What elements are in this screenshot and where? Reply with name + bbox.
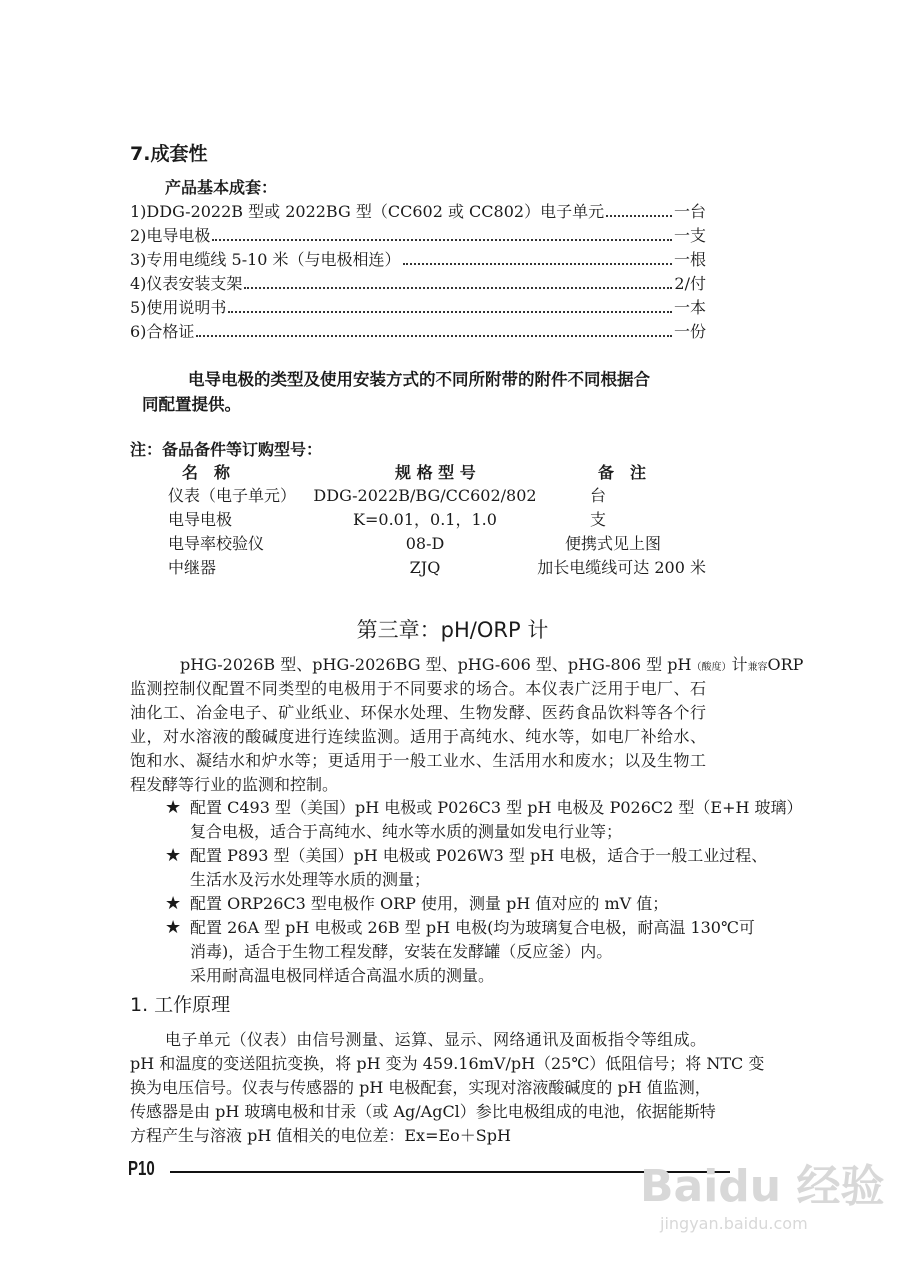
table-cell: 中继器: [168, 558, 217, 577]
kit-item: [130, 296, 706, 320]
table-cell: 08-D: [405, 534, 445, 553]
star-bullet-icon: ★: [165, 917, 182, 938]
kit-item-qty: 一支: [673, 226, 706, 245]
intro-text: ORP: [767, 655, 804, 674]
intro-line: 程发酵等行业的监测和控制。: [130, 775, 339, 794]
table-cell: DDG-2022B/BG/CC602/802: [313, 486, 537, 505]
table-cell: 加长电缆线可达 200 米: [537, 558, 706, 577]
kit-item-label: 1)DDG-2022B 型或 2022BG 型（CC602 或 CC802）电子单元: [130, 202, 605, 221]
star-bullet-icon: ★: [165, 893, 182, 914]
table-cell: 电导率校验仪: [168, 534, 265, 553]
kit-item: [130, 224, 706, 248]
leader-dots: [606, 200, 672, 217]
header-remark: 备 注: [598, 463, 647, 482]
kit-item-qty: 一根: [673, 250, 706, 269]
table-cell: K=0.01，0.1，1.0: [353, 510, 497, 529]
kit-item: [130, 272, 706, 296]
chapter-title: 第三章：pH/ORP 计: [356, 618, 549, 642]
leader-dots: [403, 248, 672, 265]
intro-line: 油化工、冶金电子、矿业纸业、环保水处理、生物发酵、医药食品饮料等各个行: [130, 703, 706, 722]
principle-line: 换为电压信号。仪表与传感器的 pH 电极配套，实现对溶液酸碱度的 pH 值监测，: [130, 1078, 711, 1097]
bullet-line: 配置 C493 型（美国）pH 电极或 P026C3 型 pH 电极及 P026C2 型（E+H 玻璃）: [190, 798, 803, 817]
leader-dots: [244, 272, 672, 289]
bullet-line: 配置 ORP26C3 型电极作 ORP 使用，测量 pH 值对应的 mV 值；: [190, 894, 669, 913]
intro-small: （酸度）: [691, 662, 732, 673]
kit-item-qty: 一份: [673, 322, 706, 341]
watermark-brand: Baidu 经验: [640, 1161, 885, 1212]
leader-dots: [228, 296, 672, 313]
bullet-line: 复合电极，适合于高纯水、纯水等水质的测量如发电行业等；: [190, 822, 623, 841]
kit-item-label: 6)合格证: [130, 322, 195, 341]
table-cell: ZJQ: [409, 558, 441, 577]
spares-title: 注：备品备件等订购型号：: [130, 440, 323, 459]
kit-item: [130, 200, 706, 224]
kit-item-qty: 一本: [673, 298, 706, 317]
table-cell: 支: [589, 510, 606, 529]
kit-item: [130, 248, 706, 272]
section-title: 7.成套性: [130, 143, 208, 165]
bullet-line: 配置 P893 型（美国）pH 电极或 P026W3 型 pH 电极，适合于一般工业过程、: [190, 846, 768, 865]
bullet-line: 配置 26A 型 pH 电极或 26B 型 pH 电极(均为玻璃复合电极，耐高温 130℃可: [190, 918, 755, 937]
intro-line: 饱和水、凝结水和炉水等；更适用于一般工业水、生活用水和废水；以及生物工: [130, 751, 706, 770]
table-row: [130, 556, 706, 580]
principle-title: 1. 工作原理: [130, 994, 231, 1016]
watermark-url: jingyan.baidu.com: [660, 1214, 808, 1233]
intro-line: 监测控制仪配置不同类型的电极用于不同要求的场合。本仪表广泛用于电厂、石: [130, 679, 706, 698]
header-spec: 规 格 型 号: [395, 463, 476, 482]
kit-item-label: 2)电导电极: [130, 226, 211, 245]
table-cell: 台: [589, 486, 606, 505]
kit-note-line-2: 同配置提供。: [142, 395, 241, 414]
table-row: [130, 484, 706, 508]
principle-line: 电子单元（仪表）由信号测量、运算、显示、网络通讯及面板指令等组成。: [165, 1030, 706, 1049]
star-bullet-icon: ★: [165, 797, 182, 818]
kit-item-label: 3)专用电缆线 5-10 米（与电极相连）: [130, 250, 401, 269]
bullet-line: 采用耐高温电极同样适合高温水质的测量。: [190, 966, 495, 985]
bullet-line: 消毒)，适合于生物工程发酵，安装在发酵罐（反应釜）内。: [190, 942, 613, 961]
principle-line: 传感器是由 pH 玻璃电极和甘汞（或 Ag/AgCl）参比电极组成的电池，依据能斯特: [130, 1102, 716, 1121]
intro-line: 业，对水溶液的酸碱度进行连续监测。适用于高纯水、纯水等，如电厂补给水、: [130, 727, 706, 746]
kit-item-qty: 2/付: [674, 274, 706, 293]
intro-text: pHG-2026B 型、pHG-2026BG 型、pHG-606 型、pHG-806 型 pH: [180, 655, 692, 674]
section-subtitle: 产品基本成套：: [165, 178, 278, 197]
kit-note-line-1: 电导电极的类型及使用安装方式的不同所附带的附件不同根据合: [188, 370, 650, 389]
leader-dots: [212, 224, 672, 241]
page-number: P10: [128, 1158, 155, 1180]
kit-item-label: 5)使用说明书: [130, 298, 227, 317]
table-cell: 仪表（电子单元）: [168, 486, 297, 505]
bullet-line: 生活水及污水处理等水质的测量；: [190, 870, 431, 889]
intro-first-line: [180, 653, 804, 677]
table-cell: 电导电极: [168, 510, 233, 529]
star-bullet-icon: ★: [165, 845, 182, 866]
leader-dots: [196, 320, 672, 337]
kit-item-qty: 一台: [673, 202, 706, 221]
kit-item-label: 4)仪表安装支架: [130, 274, 243, 293]
header-name: 名 称: [182, 463, 231, 482]
intro-small: 兼容: [747, 662, 768, 673]
spares-header: [130, 461, 706, 485]
principle-line: pH 和温度的变送阻抗变换，将 pH 变为 459.16mV/pH（25℃）低阻信号；将 NTC 变: [130, 1054, 765, 1073]
kit-item: [130, 320, 706, 344]
table-row: [130, 532, 706, 556]
intro-text: 计: [731, 655, 748, 674]
principle-line: 方程产生与溶液 pH 值相关的电位差：Ex=Eo＋SpH: [130, 1126, 511, 1145]
baidu-watermark: [640, 1150, 884, 1233]
table-row: [130, 508, 706, 532]
table-cell: 便携式见上图: [564, 534, 661, 553]
